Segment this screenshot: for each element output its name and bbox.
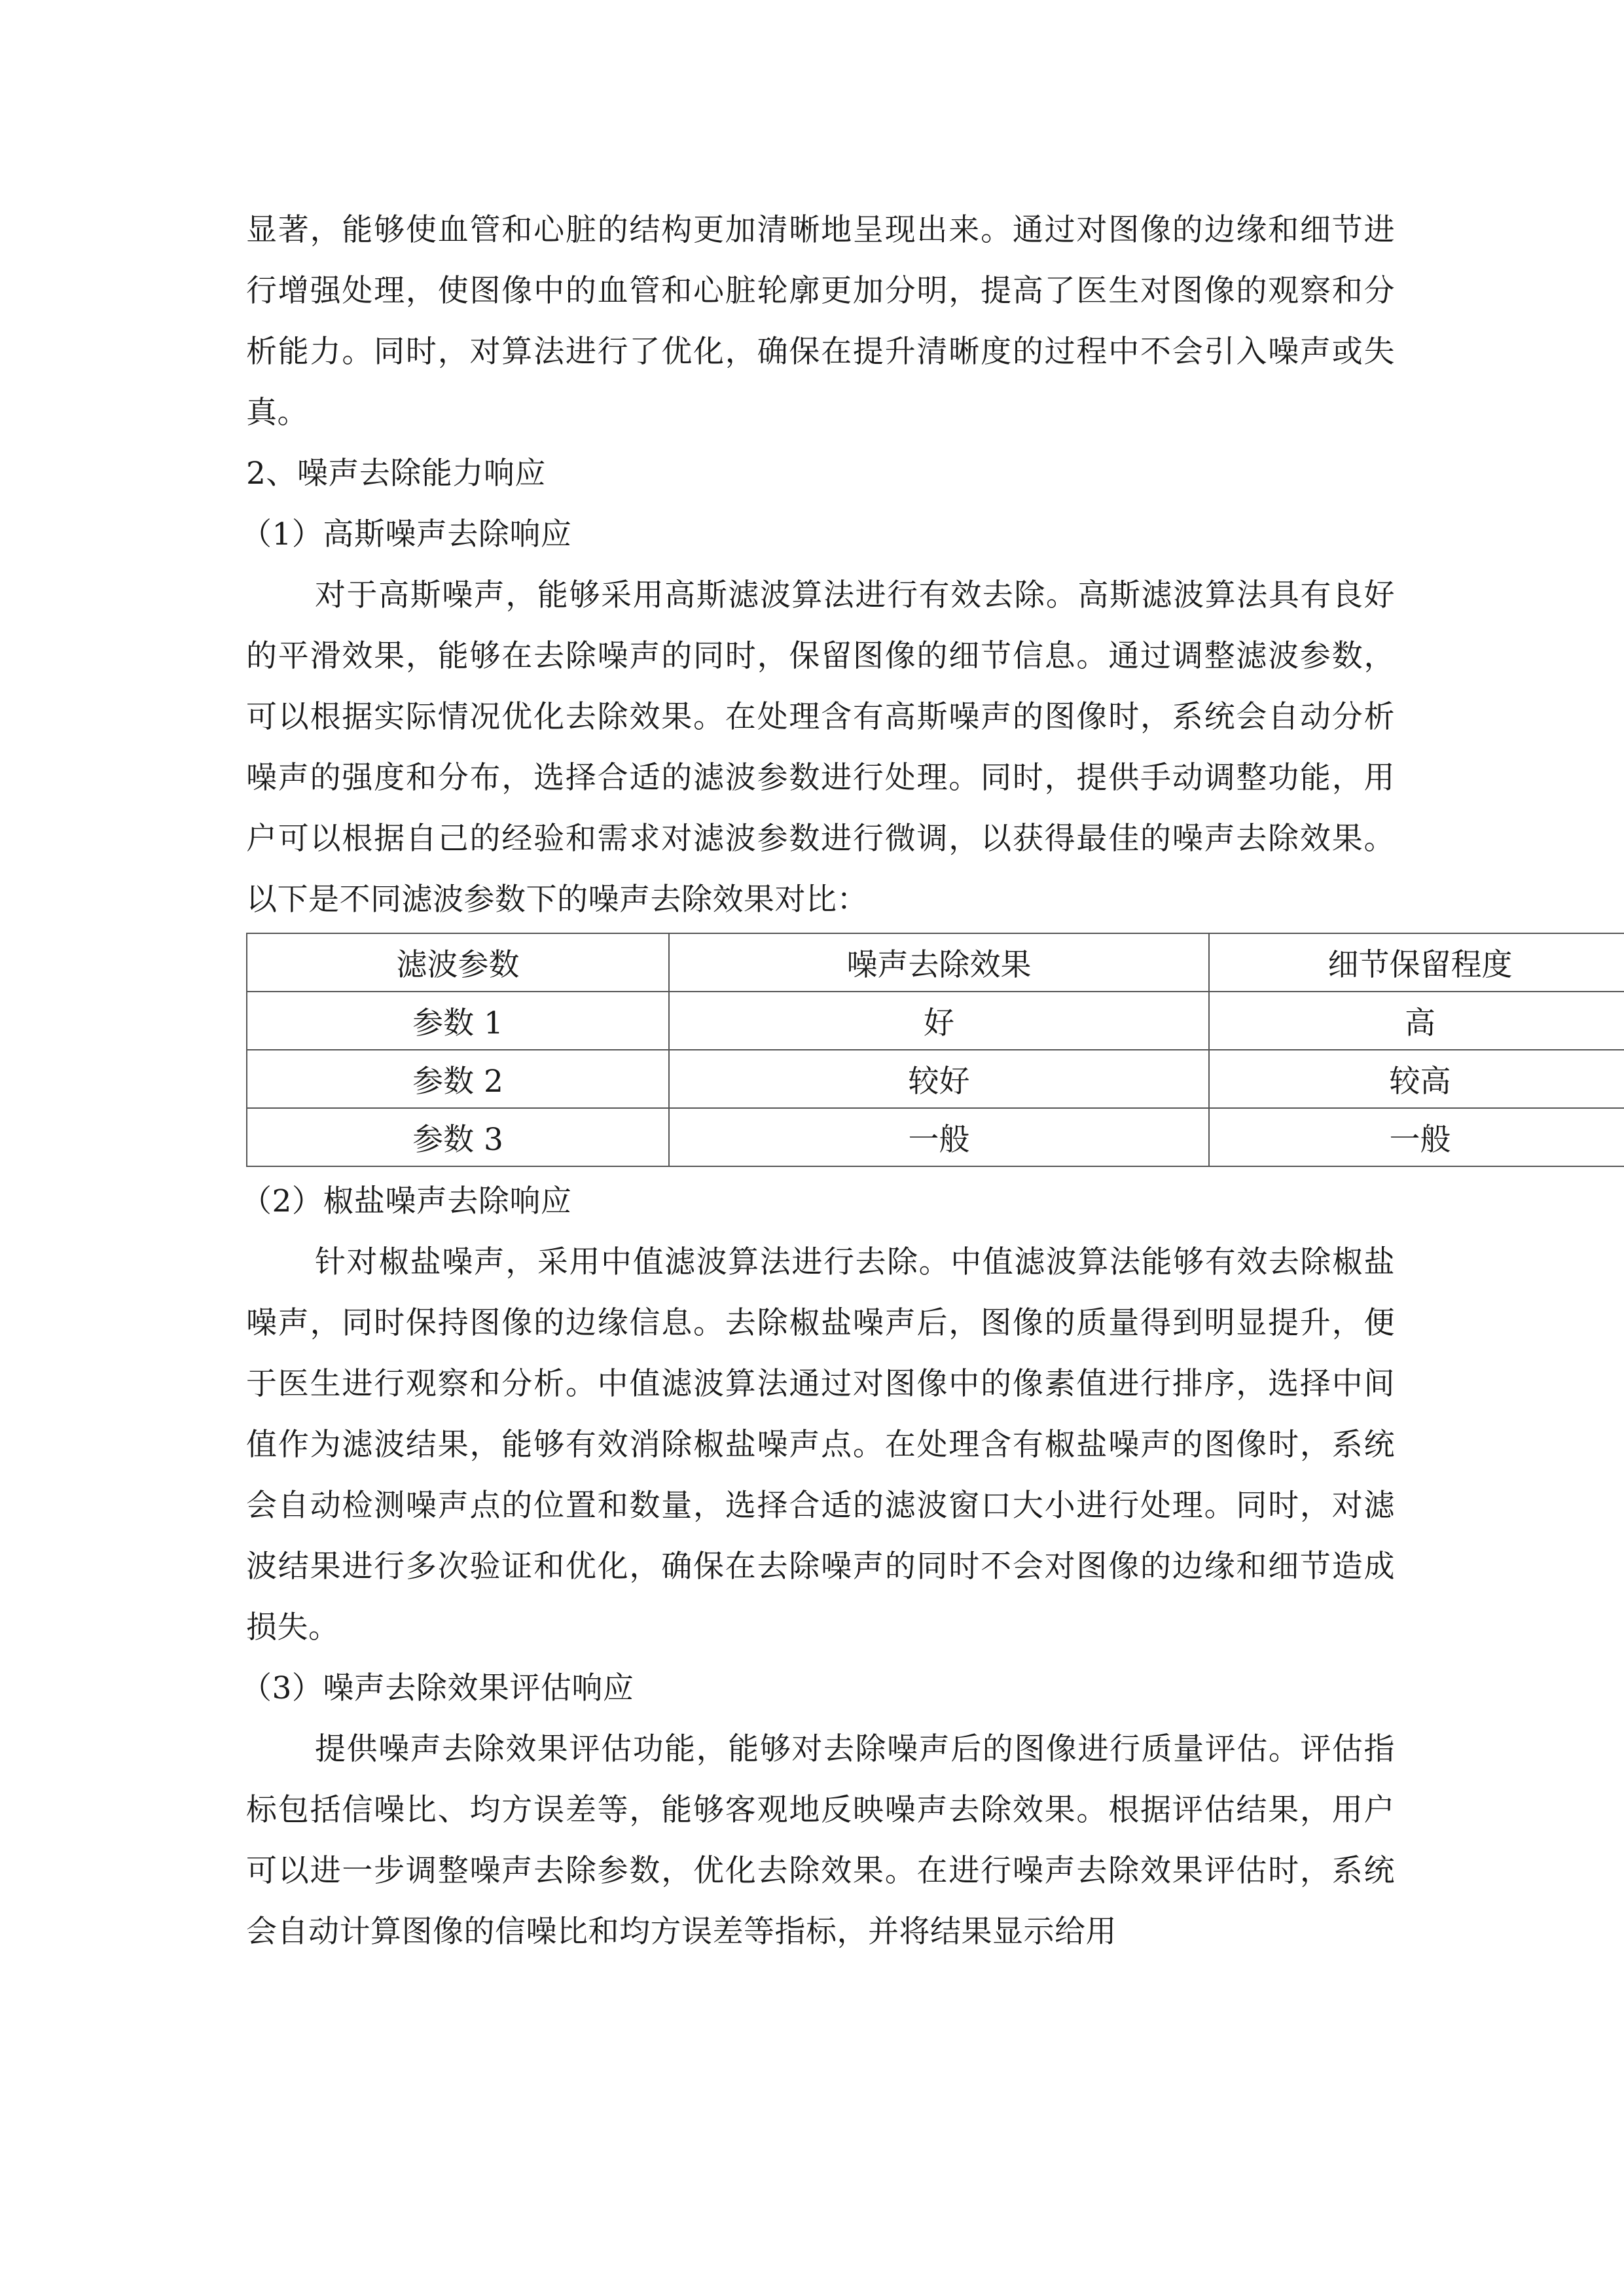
table-cell: 较好 bbox=[669, 1050, 1209, 1108]
subsection-2-paragraph: 针对椒盐噪声，采用中值滤波算法进行去除。中值滤波算法能够有效去除椒盐噪声，同时保持图像的边缘信息。去除椒盐噪声后，图像的质量得到明显提升，便于医生进行观察和分析。中值滤波算法通过对图像中的像素值进行排序，选择中间值作为滤波结果，能够有效消除椒盐噪声点。在处理含有椒盐噪声的图像时，系统会自动检测噪声点的位置和数量，选择合适的滤波窗口大小进行处理。同时，对滤波结果进行多次验证和优化，确保在去除噪声的同时不会对图像的边缘和细节造成损失。 bbox=[246, 1244, 1395, 1645]
table-cell: 参数 3 bbox=[247, 1108, 669, 1166]
subsection-3-heading: （3）噪声去除效果评估响应 bbox=[241, 1670, 634, 1706]
table-row bbox=[247, 1108, 1624, 1166]
table-cell: 参数 1 bbox=[247, 992, 669, 1050]
subsection-3-paragraph: 提供噪声去除效果评估功能，能够对去除噪声后的图像进行质量评估。评估指标包括信噪比、均方误差等，能够客观地反映噪声去除效果。根据评估结果，用户可以进一步调整噪声去除参数，优化去除效果。在进行噪声去除效果评估时，系统会自动计算图像的信噪比和均方误差等指标，并将结果显示给用 bbox=[246, 1731, 1395, 1950]
document-page bbox=[241, 200, 1513, 1962]
table-header-row bbox=[247, 933, 1624, 992]
table-header-cell: 滤波参数 bbox=[247, 933, 669, 992]
intro-paragraph: 显著，能够使血管和心脏的结构更加清晰地呈现出来。通过对图像的边缘和细节进行增强处理，使图像中的血管和心脏轮廓更加分明，提高了医生对图像的观察和分析能力。同时，对算法进行了优化，确保在提升清晰度的过程中不会引入噪声或失真。 bbox=[246, 212, 1395, 431]
subsection-1-heading: （1）高斯噪声去除响应 bbox=[241, 516, 572, 552]
subsection-1-paragraph: 对于高斯噪声，能够采用高斯滤波算法进行有效去除。高斯滤波算法具有良好的平滑效果，能够在去除噪声的同时，保留图像的细节信息。通过调整滤波参数，可以根据实际情况优化去除效果。在处理含有高斯噪声的图像时，系统会自动分析噪声的强度和分布，选择合适的滤波参数进行处理。同时，提供手动调整功能，用户可以根据自己的经验和需求对滤波参数进行微调，以获得最佳的噪声去除效果。以下是不同滤波参数下的噪声去除效果对比： bbox=[246, 577, 1395, 918]
table-cell: 一般 bbox=[1209, 1108, 1624, 1166]
table-cell: 好 bbox=[669, 992, 1209, 1050]
table-row bbox=[247, 992, 1624, 1050]
table-cell: 参数 2 bbox=[247, 1050, 669, 1108]
table-header-cell: 噪声去除效果 bbox=[669, 933, 1209, 992]
filter-parameter-table bbox=[246, 933, 1624, 1167]
subsection-2-heading: （2）椒盐噪声去除响应 bbox=[241, 1183, 572, 1219]
section-heading: 2、噪声去除能力响应 bbox=[246, 456, 546, 492]
table-cell: 高 bbox=[1209, 992, 1624, 1050]
table-header-cell: 细节保留程度 bbox=[1209, 933, 1624, 992]
table-row bbox=[247, 1050, 1624, 1108]
table-cell: 较高 bbox=[1209, 1050, 1624, 1108]
table-cell: 一般 bbox=[669, 1108, 1209, 1166]
